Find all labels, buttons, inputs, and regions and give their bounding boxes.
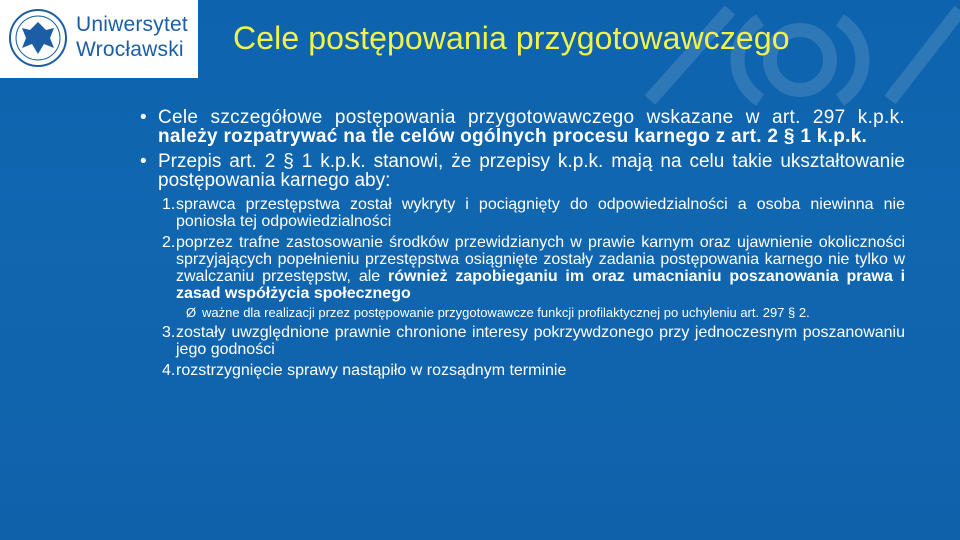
note-text: ważne dla realizacji przez postępowanie przygotowawcze funkcji profilaktycznej po uchyleniu art. 297 § 2. [202, 305, 810, 320]
bullet-2 [140, 152, 905, 190]
list-item-number: 4. [162, 362, 176, 379]
list-item-text: poprzez trafne zastosowanie środków przewidzianych w prawie karnym oraz ujawnienie okoliczności sprzyjających popełnieniu przestępstwa osiągnięte zostały zadania postępowania karnego nie tylko w zwalczaniu przestępstw, ale [176, 234, 905, 285]
university-name-line1: Uniwersytet [76, 13, 188, 36]
list-item-4 [162, 362, 905, 379]
list-item-text: rozstrzygnięcie sprawy nastąpiło w rozsądnym terminie [176, 362, 567, 379]
list-item-number: 3. [162, 324, 176, 341]
list-item-3 [162, 324, 905, 358]
numbered-list-continued [162, 324, 905, 379]
university-logo [0, 0, 198, 78]
bullet-1-text: Cele szczegółowe postępowania przygotowawczego wskazane w art. 297 k.p.k. [158, 107, 905, 128]
university-name [76, 12, 188, 62]
arrow-bullet-icon: Ø [186, 305, 197, 320]
list-item-number: 2. [162, 234, 176, 251]
bullet-2-text: Przepis art. 2 § 1 k.p.k. stanowi, że przepisy k.p.k. mają na celu takie ukształtowanie postępowania karnego aby: [158, 151, 905, 191]
university-name-line2: Wrocławski [76, 38, 184, 61]
slide-title: Cele postępowania przygotowawczego [233, 20, 790, 56]
list-item-text: sprawca przestępstwa został wykryty i pociągnięty do odpowiedzialności a osoba niewinna nie poniosła tej odpowiedzialności [176, 196, 905, 230]
list-item-1 [162, 196, 905, 230]
slide-content [140, 108, 905, 383]
bullet-1 [140, 108, 905, 146]
list-item-2 [162, 234, 905, 302]
list-item-number: 1. [162, 196, 176, 213]
note-item [186, 306, 905, 320]
bullet-1-bold-text: należy rozpatrywać na tle celów ogólnych procesu karnego z art. 2 § 1 k.p.k. [158, 126, 868, 147]
numbered-list [162, 196, 905, 302]
university-crest-icon [8, 8, 68, 68]
bullet-dot: • [140, 107, 147, 128]
bullet-dot: • [140, 151, 147, 172]
list-item-text: zostały uwzględnione prawnie chronione interesy pokrzywdzonego przy jednoczesnym poszanowaniu jego godności [176, 324, 905, 358]
list-item-bold-text: również zapobieganiu im oraz umacnianiu poszanowania prawa i zasad współżycia społecznego [176, 268, 906, 302]
